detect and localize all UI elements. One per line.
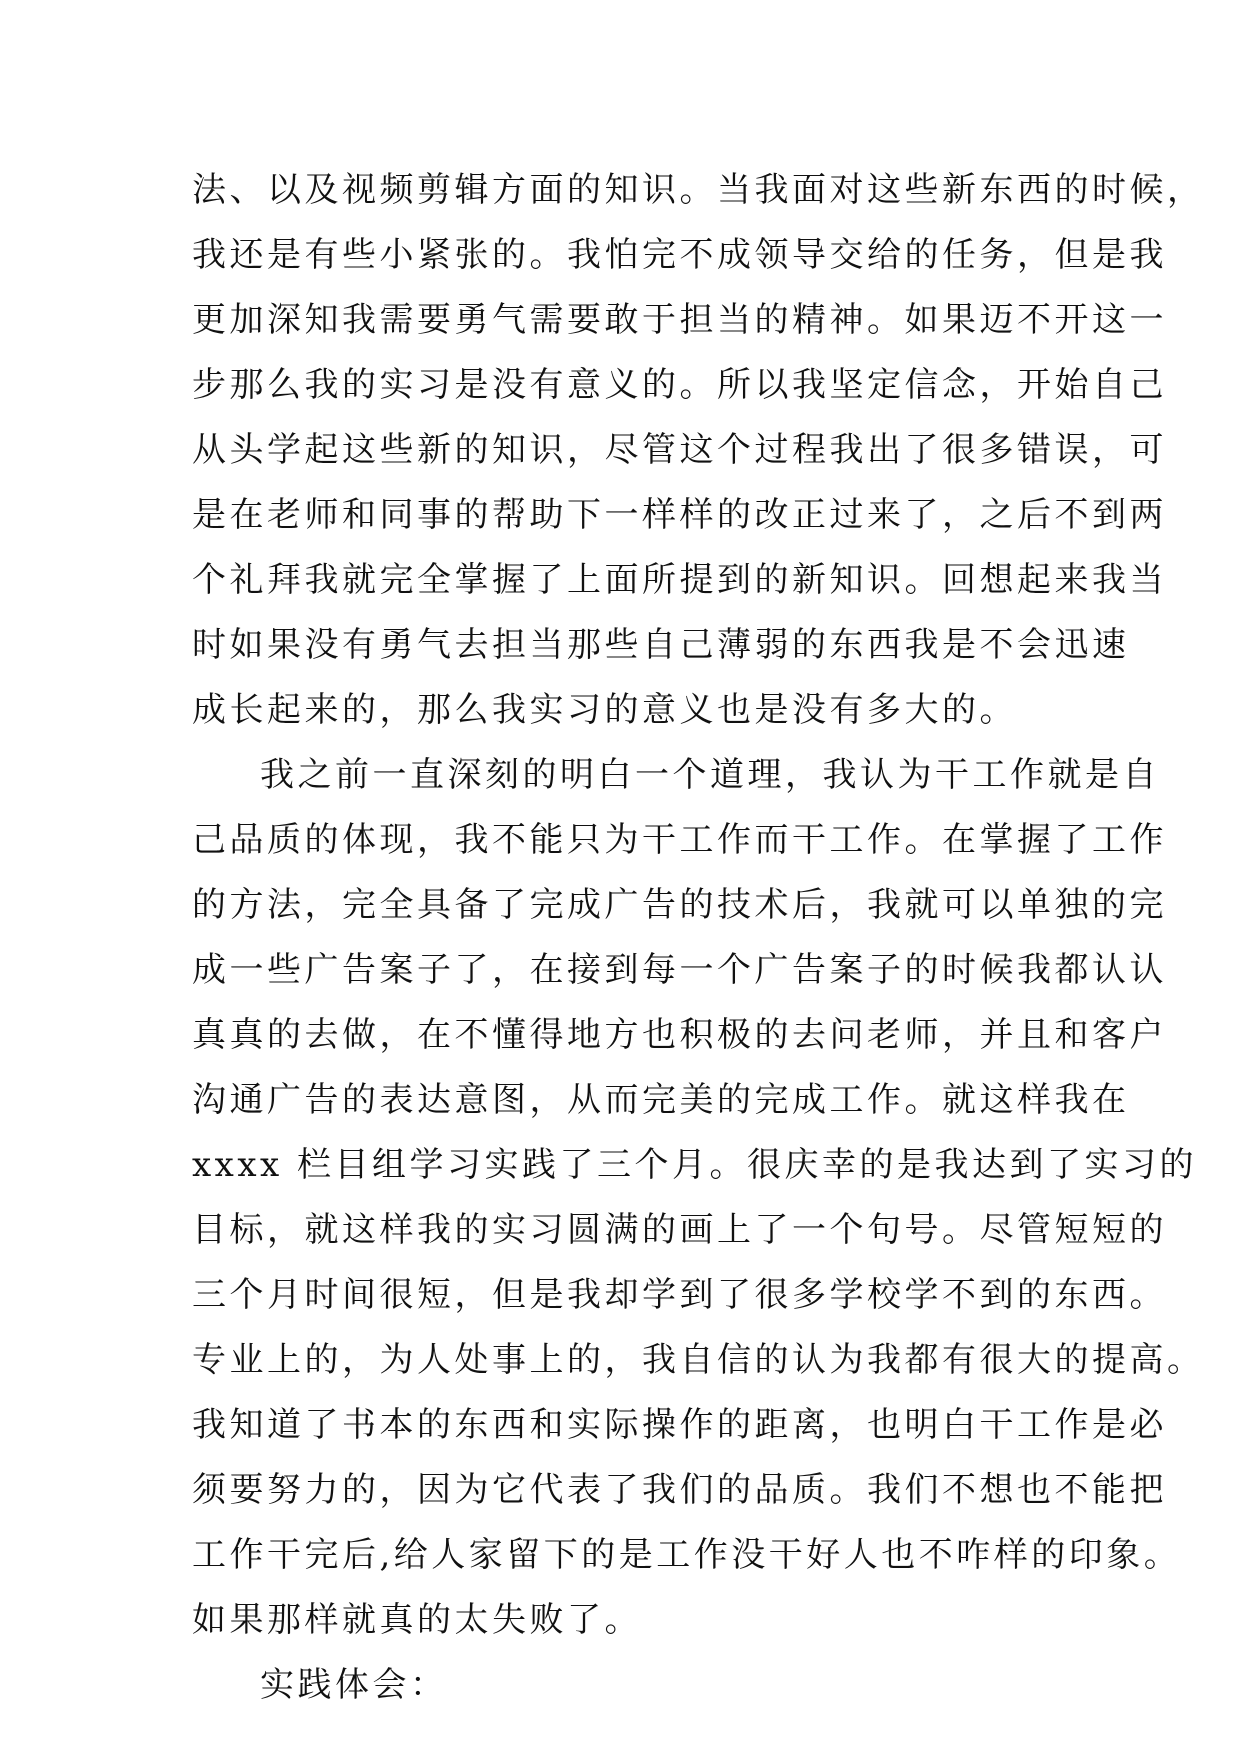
body-line: 目标，就这样我的实习圆满的画上了一个句号。尽管短短的 (192, 1210, 1167, 1250)
body-line: 步那么我的实习是没有意义的。所以我坚定信念，开始自己 (192, 365, 1167, 405)
section-heading: 实践体会： (260, 1665, 448, 1705)
body-line: 工作干完后,给人家留下的是工作没干好人也不咋样的印象。 (192, 1535, 1182, 1575)
body-line: 成一些广告案子了，在接到每一个广告案子的时候我都认认 (192, 950, 1167, 990)
body-line: 更加深知我需要勇气需要敢于担当的精神。如果迈不开这一 (192, 300, 1167, 340)
body-line: 我还是有些小紧张的。我怕完不成领导交给的任务，但是我 (192, 235, 1167, 275)
body-line: 法、以及视频剪辑方面的知识。当我面对这些新东西的时候， (192, 170, 1205, 210)
body-line: 三个月时间很短，但是我却学到了很多学校学不到的东西。 (192, 1275, 1167, 1315)
body-line: 己品质的体现，我不能只为干工作而干工作。在掌握了工作 (192, 820, 1167, 860)
body-line: 须要努力的，因为它代表了我们的品质。我们不想也不能把 (192, 1470, 1167, 1510)
body-line: 时如果没有勇气去担当那些自己薄弱的东西我是不会迅速 (192, 625, 1130, 665)
paragraph-start-line: 我之前一直深刻的明白一个道理，我认为干工作就是自 (260, 755, 1160, 795)
body-line: 如果那样就真的太失败了。 (192, 1600, 642, 1640)
body-line: xxxx 栏目组学习实践了三个月。很庆幸的是我达到了实习的 (192, 1145, 1198, 1185)
body-line: 真真的去做，在不懂得地方也积极的去问老师，并且和客户 (192, 1015, 1167, 1055)
body-line: 成长起来的，那么我实习的意义也是没有多大的。 (192, 690, 1017, 730)
document-body (192, 158, 1205, 1718)
body-line: 专业上的，为人处事上的，我自信的认为我都有很大的提高。 (192, 1340, 1205, 1380)
body-line: 从头学起这些新的知识，尽管这个过程我出了很多错误，可 (192, 430, 1167, 470)
body-line: 是在老师和同事的帮助下一样样的改正过来了，之后不到两 (192, 495, 1167, 535)
body-line: 个礼拜我就完全掌握了上面所提到的新知识。回想起来我当 (192, 560, 1167, 600)
body-line: 我知道了书本的东西和实际操作的距离，也明白干工作是必 (192, 1405, 1167, 1445)
body-line: 沟通广告的表达意图，从而完美的完成工作。就这样我在 (192, 1080, 1130, 1120)
body-line: 的方法，完全具备了完成广告的技术后，我就可以单独的完 (192, 885, 1167, 925)
